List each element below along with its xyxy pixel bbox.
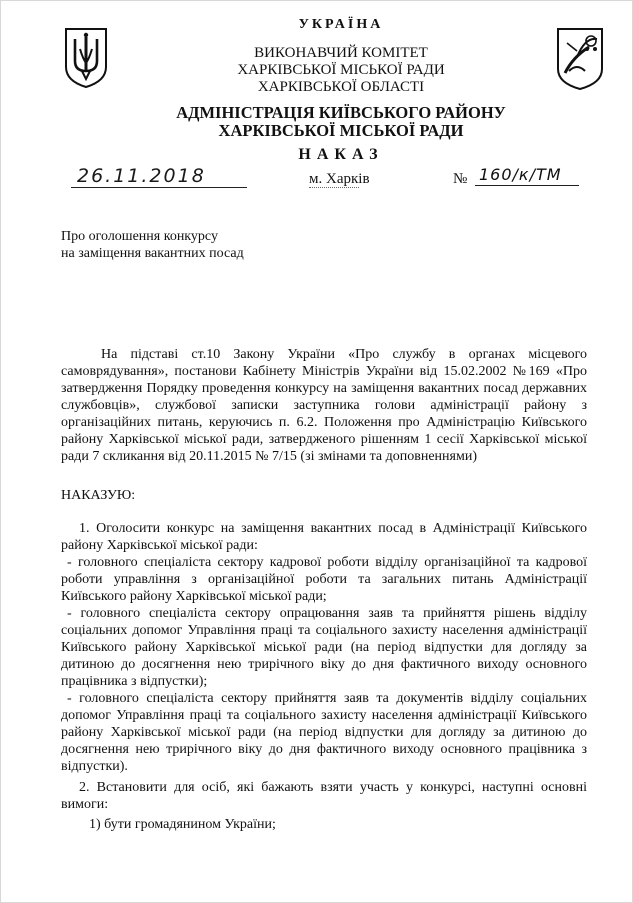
item2-subitem-1: 1) бути громадянином України;: [89, 817, 276, 832]
ukraine-trident-emblem-icon: [63, 27, 109, 89]
city-underline: [309, 187, 359, 188]
administration-heading-line1: АДМІНІСТРАЦІЯ КИЇВСЬКОГО РАЙОНУ: [176, 103, 506, 122]
document-type-heading: НАКАЗ: [298, 146, 384, 163]
legal-basis-text: На підставі ст.10 Закону України «Про службу в органах місцевого самоврядування», постанови Кабінету Міністрів України від 15.02.2002 №169 «Про затвердження Порядку проведення конкурсу на заміщення вакантних посад державних службовців», службової записки заступника голови адміністрації району з організаційних питань, керуючись п. 6.2. Положення про Адміністрацію Київського району Харківської міської ради, затвердженого рішенням 1 сесії Харківської міської ради 7 скликання від 20.11.2015 № 7/15 (зі змінами та доповненнями): [61, 347, 587, 464]
legal-basis-paragraph: [61, 346, 587, 465]
committee-heading-line1: ВИКОНАВЧИЙ КОМІТЕТ: [254, 45, 428, 61]
administration-heading-line2: ХАРКІВСЬКОЇ МІСЬКОЇ РАДИ: [218, 121, 464, 140]
subject-line1: Про оголошення конкурсу: [61, 229, 218, 244]
country-heading: УКРАЇНА: [298, 17, 384, 32]
order-subject: [61, 228, 244, 262]
item1-bullet: - головного спеціаліста сектору прийняття заяв та документів відділу соціальних допомог Управління праці та соціального захисту населення адміністрації Київського району Харківської міської ради (на період відпустки для догляду за дитиною до досягнення нею трирічного віку до дня фактичного виходу основного працівника з відпустки).: [61, 691, 587, 774]
city-label: м. Харків: [309, 171, 370, 187]
order-word: НАКАЗУЮ:: [61, 488, 136, 503]
handwritten-date: 26.11.2018: [71, 166, 247, 188]
number-label: №: [453, 171, 468, 187]
order-item-2: [61, 779, 587, 813]
kharkiv-coat-of-arms-icon: [555, 27, 605, 91]
item1-bullet: - головного спеціаліста сектору опрацювання заяв та прийняття рішень відділу соціальних допомог Управління праці та соціального захисту населення адміністрації Київського району Харківської міської ради (на період відпустки для догляду за дитиною до досягнення нею трирічного віку до дня фактичного виходу основного працівника з відпустки);: [61, 606, 587, 689]
subject-line2: на заміщення вакантних посад: [61, 246, 244, 261]
item2-text: 2. Встановити для осіб, які бажають взяти участь у конкурсі, наступні основні вимоги:: [61, 780, 587, 812]
order-item-1: [61, 520, 587, 775]
committee-heading-line2: ХАРКІВСЬКОЇ МІСЬКОЇ РАДИ: [237, 62, 445, 78]
handwritten-order-number: 160/к/ТМ: [475, 164, 579, 186]
committee-heading-line3: ХАРКІВСЬКОЇ ОБЛАСТІ: [257, 79, 425, 95]
item1-intro: 1. Оголосити конкурс на заміщення вакантних посад в Адміністрації Київського району Харківської міської ради:: [61, 521, 587, 553]
item1-bullet: - головного спеціаліста сектору кадрової роботи відділу організаційної та кадрової роботи управління з організаційної роботи та загальних питань Адміністрації Київського району Харківської міської ради;: [61, 555, 587, 604]
